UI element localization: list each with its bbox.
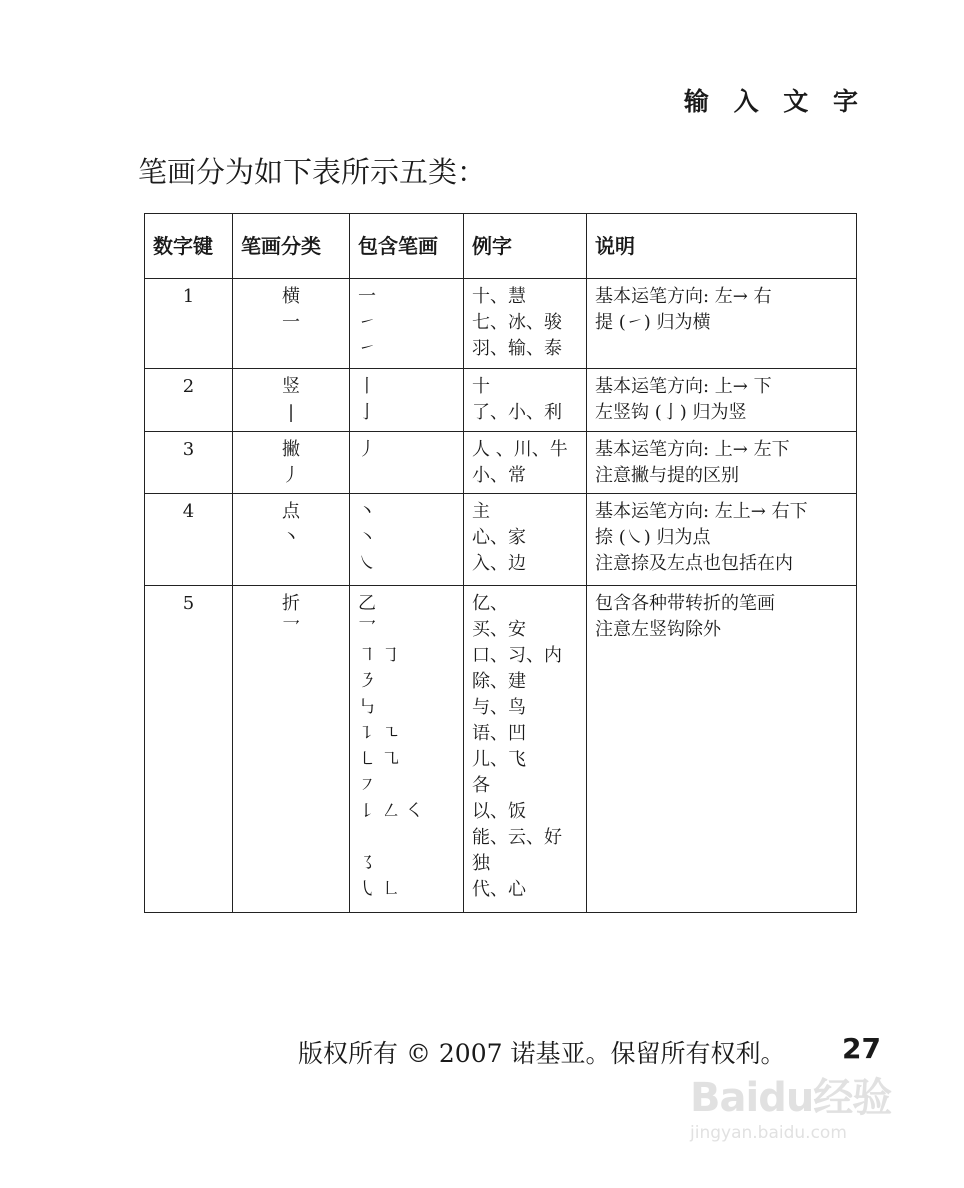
example-line: 主 (472, 501, 490, 522)
note-line: 注意撇与提的区别 (595, 465, 739, 486)
note-line: 基本运笔方向: 上→ 下 (595, 376, 772, 397)
example-line: 代、心 (472, 879, 526, 900)
example-line: 买、安 (472, 619, 526, 640)
stroke-glyph: ㇋ (358, 671, 376, 692)
example-line: 儿、飞 (472, 749, 526, 770)
page-number: 27 (842, 1032, 881, 1065)
cell-examples (464, 369, 587, 432)
table-row (145, 586, 857, 913)
cell-examples (464, 494, 587, 586)
stroke-glyph: ㇀ (358, 338, 376, 359)
cell-key (145, 494, 233, 586)
key-number: 1 (182, 286, 195, 307)
cell-strokes (350, 279, 464, 369)
cell-category (233, 369, 350, 432)
stroke-glyph: 乛 (358, 619, 376, 640)
example-line: 心、家 (472, 527, 526, 548)
cell-category (233, 432, 350, 494)
example-line: 能、云、好 (472, 827, 562, 848)
example-line: 了、小、利 (472, 402, 562, 423)
section-title: 输 入 文 字 (683, 87, 866, 116)
cell-examples (464, 586, 587, 913)
example-line: 除、建 (472, 671, 526, 692)
note-line: 左竖钩 (亅) 归为竖 (595, 402, 747, 423)
cell-strokes (350, 432, 464, 494)
col-header-category: 笔画分类 (233, 214, 350, 279)
stroke-glyph: ㇂ ㇗ (358, 879, 400, 900)
col-header-key: 数字键 (145, 214, 233, 279)
example-line: 七、冰、骏 (472, 312, 562, 333)
example-line: 与、鸟 (472, 697, 526, 718)
example-line: 以、饭 (472, 801, 526, 822)
cell-notes (587, 279, 857, 369)
stroke-glyph: 亅 (358, 402, 376, 423)
stroke-glyph: ㇊ ㇍ (358, 723, 400, 744)
example-line: 小、常 (472, 465, 526, 486)
category-line: | (287, 402, 295, 423)
cell-category (233, 586, 350, 913)
stroke-glyph: ㇉ (358, 697, 376, 718)
stroke-glyph: ㇀ (358, 312, 376, 333)
example-line: 口、习、内 (472, 645, 562, 666)
key-number: 5 (182, 593, 195, 614)
cell-notes (587, 586, 857, 913)
example-line: 十、慧 (472, 286, 526, 307)
table-row (145, 369, 857, 432)
note-line: 基本运笔方向: 左→ 右 (595, 286, 772, 307)
intro-text: 笔画分为如下表所示五类： (138, 155, 487, 189)
category-line: 撇 (282, 439, 300, 460)
example-line: 各 (472, 775, 490, 796)
example-line: 入、边 (472, 553, 526, 574)
col-header-notes: 说明 (587, 214, 857, 279)
note-line: 包含各种带转折的笔画 (595, 593, 775, 614)
example-line: 独 (472, 853, 490, 874)
category-line: 横 (282, 286, 300, 307)
category-line: 一 (282, 312, 300, 333)
stroke-glyph: ㇙ ㇜ ㇛ (358, 801, 424, 822)
stroke-glyph: ㇇ (358, 775, 376, 796)
stroke-glyph: ㇔ (358, 527, 376, 548)
stroke-glyph: ㇌ (358, 853, 376, 874)
stroke-glyph: 丶 (358, 501, 376, 522)
cell-category (233, 279, 350, 369)
example-line: 亿、 (472, 593, 508, 614)
category-line: 乛 (282, 619, 300, 640)
stroke-table (144, 213, 857, 913)
category-line: 点 (282, 501, 300, 522)
example-line: 人 、川、牛 (472, 439, 568, 460)
cell-examples (464, 432, 587, 494)
cell-key (145, 586, 233, 913)
cell-notes (587, 369, 857, 432)
col-header-examples: 例字 (464, 214, 587, 279)
note-line: 注意捺及左点也包括在内 (595, 553, 793, 574)
cell-examples (464, 279, 587, 369)
note-line: 提 (㇀) 归为横 (595, 312, 711, 333)
category-line: 竖 (282, 376, 300, 397)
example-line: 羽、输、泰 (472, 338, 562, 359)
key-number: 3 (182, 439, 195, 460)
stroke-glyph: 一 (358, 286, 376, 307)
table-row (145, 494, 857, 586)
category-line: 丿 (282, 465, 300, 486)
stroke-glyph: ㇄ ㇈ (358, 749, 400, 770)
table-body (145, 279, 857, 913)
example-line: 语、凹 (472, 723, 526, 744)
note-line: 基本运笔方向: 左上→ 右下 (595, 501, 808, 522)
cell-category (233, 494, 350, 586)
stroke-glyph: ㇏ (358, 553, 376, 574)
watermark (690, 1066, 920, 1146)
stroke-glyph: ㇕ ㇆ (358, 645, 400, 666)
stroke-glyph: 乙 (358, 593, 376, 614)
stroke-glyph: 丨 (358, 376, 376, 397)
cell-strokes (350, 369, 464, 432)
category-line: 折 (282, 593, 300, 614)
key-number: 2 (182, 376, 195, 397)
cell-notes (587, 432, 857, 494)
cell-strokes (350, 586, 464, 913)
copyright-text: 版权所有 © 2007 诺基亚。保留所有权利。 (298, 1039, 786, 1068)
cell-strokes (350, 494, 464, 586)
watermark-logo: Baidu经验 (690, 1075, 892, 1121)
stroke-glyph: 丿 (358, 439, 376, 460)
table-row (145, 432, 857, 494)
note-line: 注意左竖钩除外 (595, 619, 721, 640)
cell-key (145, 279, 233, 369)
note-line: 捺 (㇏) 归为点 (595, 527, 711, 548)
watermark-url: jingyan.baidu.com (690, 1123, 847, 1143)
key-number: 4 (182, 501, 195, 522)
table-header-row (145, 214, 857, 279)
example-line: 十 (472, 376, 490, 397)
cell-notes (587, 494, 857, 586)
cell-key (145, 369, 233, 432)
table-row (145, 279, 857, 369)
note-line: 基本运笔方向: 上→ 左下 (595, 439, 790, 460)
col-header-strokes: 包含笔画 (350, 214, 464, 279)
cell-key (145, 432, 233, 494)
category-line: 丶 (282, 527, 300, 548)
stroke-glyph (358, 825, 455, 851)
